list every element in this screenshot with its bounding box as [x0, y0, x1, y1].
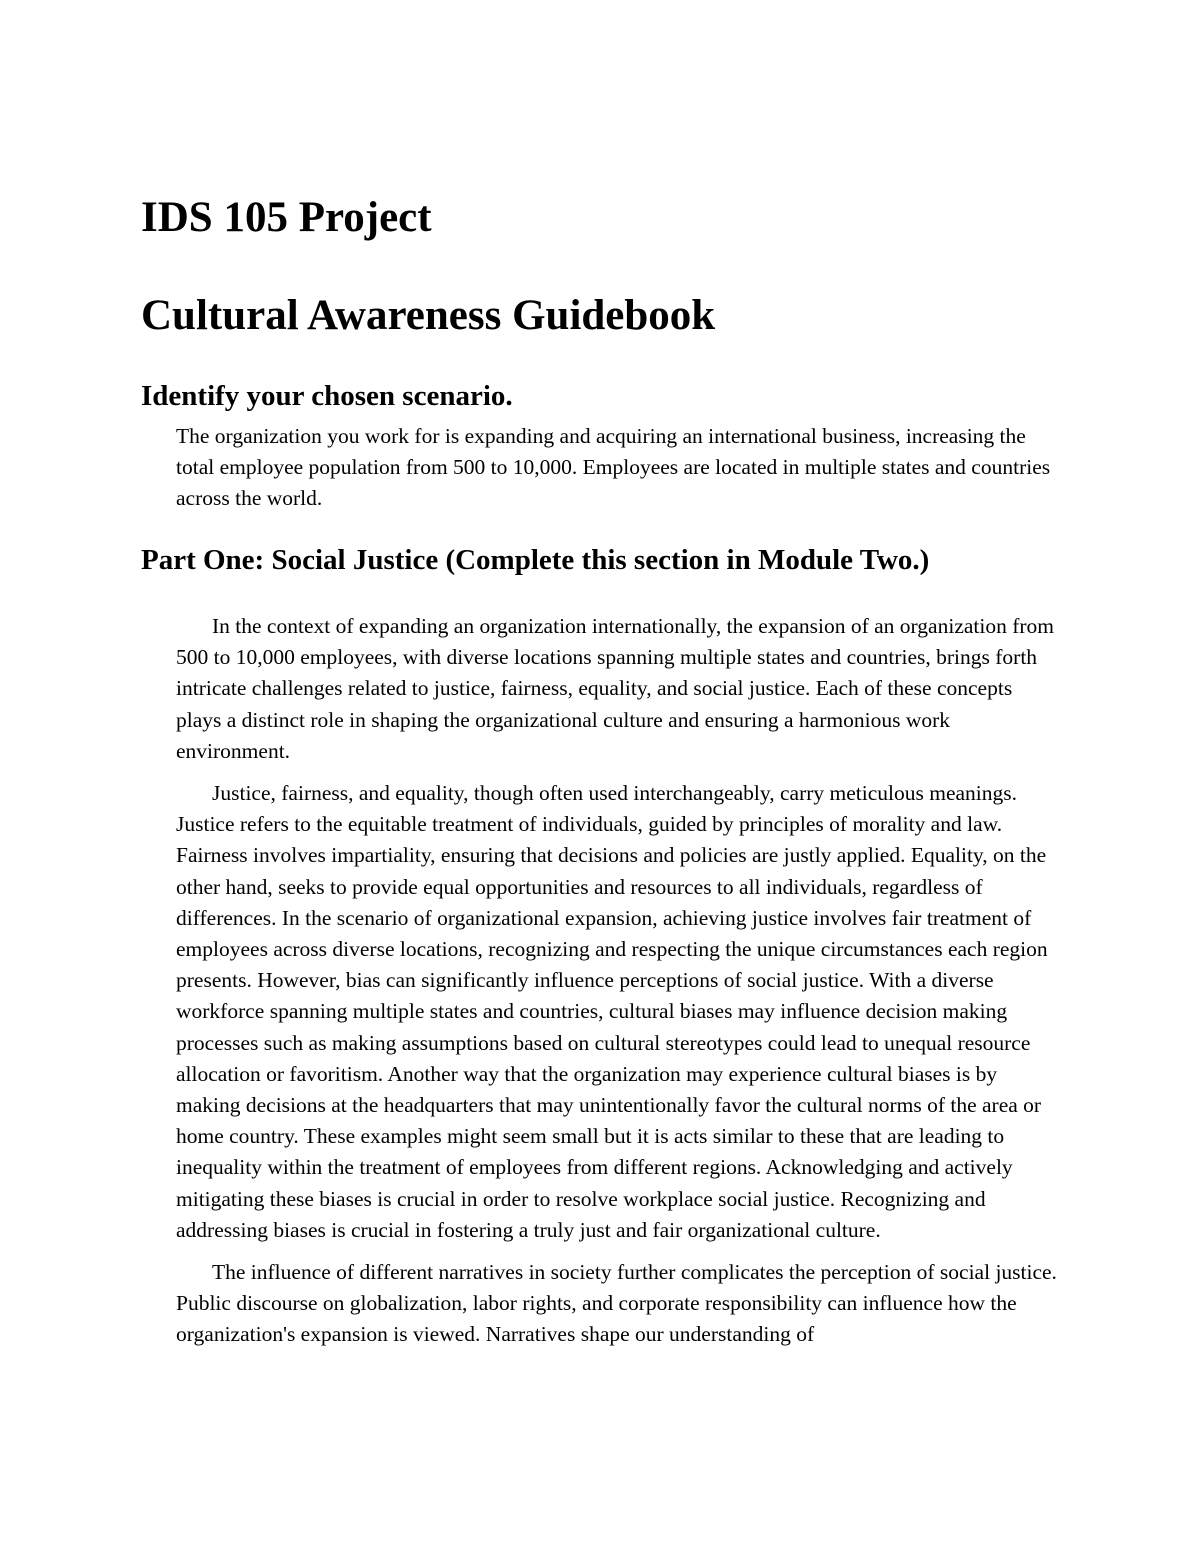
document-subtitle: Cultural Awareness Guidebook — [141, 292, 716, 339]
scenario-text: The organization you work for is expanding and acquiring an international business, increasing the total employee population from 500 to 10,000. Employees are located in multiple states and countries across the world. — [176, 424, 1051, 510]
scenario-heading: Identify your chosen scenario. — [141, 380, 513, 412]
body-paragraph: Justice, fairness, and equality, though often used interchangeably, carry meticulous meanings. Justice refers to the equitable treatment of individuals, guided by principles of morality and law. Fairness involves impartiality, ensuring that decisions and policies are justly applied. Equality, on the other hand, seeks to provide equal opportunities and resources to all individuals, regardless of differences. In the scenario of organizational expansion, achieving justice involves fair treatment of employees across diverse locations, recognizing and respecting the unique circumstances each region presents. However, bias can significantly influence perceptions of social justice. With a diverse workforce spanning multiple states and countries, cultural biases may influence decision making processes such as making assumptions based on cultural stereotypes could lead to unequal resource allocation or favoritism. Another way that the organization may experience cultural biases is by making decisions at the headquarters that may unintentionally favor the cultural norms of the area or home country. These examples might seem small but it is acts similar to these that are leading to inequality within the treatment of employees from different regions. Acknowledging and actively mitigating these biases is crucial in order to resolve workplace social justice. Recognizing and addressing biases is crucial in fostering a truly just and fair organizational culture. — [176, 781, 1048, 1242]
document-title: IDS 105 Project — [141, 194, 432, 241]
part-one-body — [176, 611, 1061, 1362]
body-paragraph: The influence of different narratives in society further complicates the perception of social justice. Public discourse on globalization, labor rights, and corporate responsibility can influence how the organization's expansion is viewed. Narratives shape our understanding of — [176, 1260, 1057, 1347]
part-one-heading: Part One: Social Justice (Complete this section in Module Two.) — [141, 544, 930, 576]
body-paragraph: In the context of expanding an organization internationally, the expansion of an organization from 500 to 10,000 employees, with diverse locations spanning multiple states and countries, brings forth intricate challenges related to justice, fairness, equality, and social justice. Each of these concepts plays a distinct role in shaping the organizational culture and ensuring a harmonious work environment. — [176, 614, 1055, 763]
